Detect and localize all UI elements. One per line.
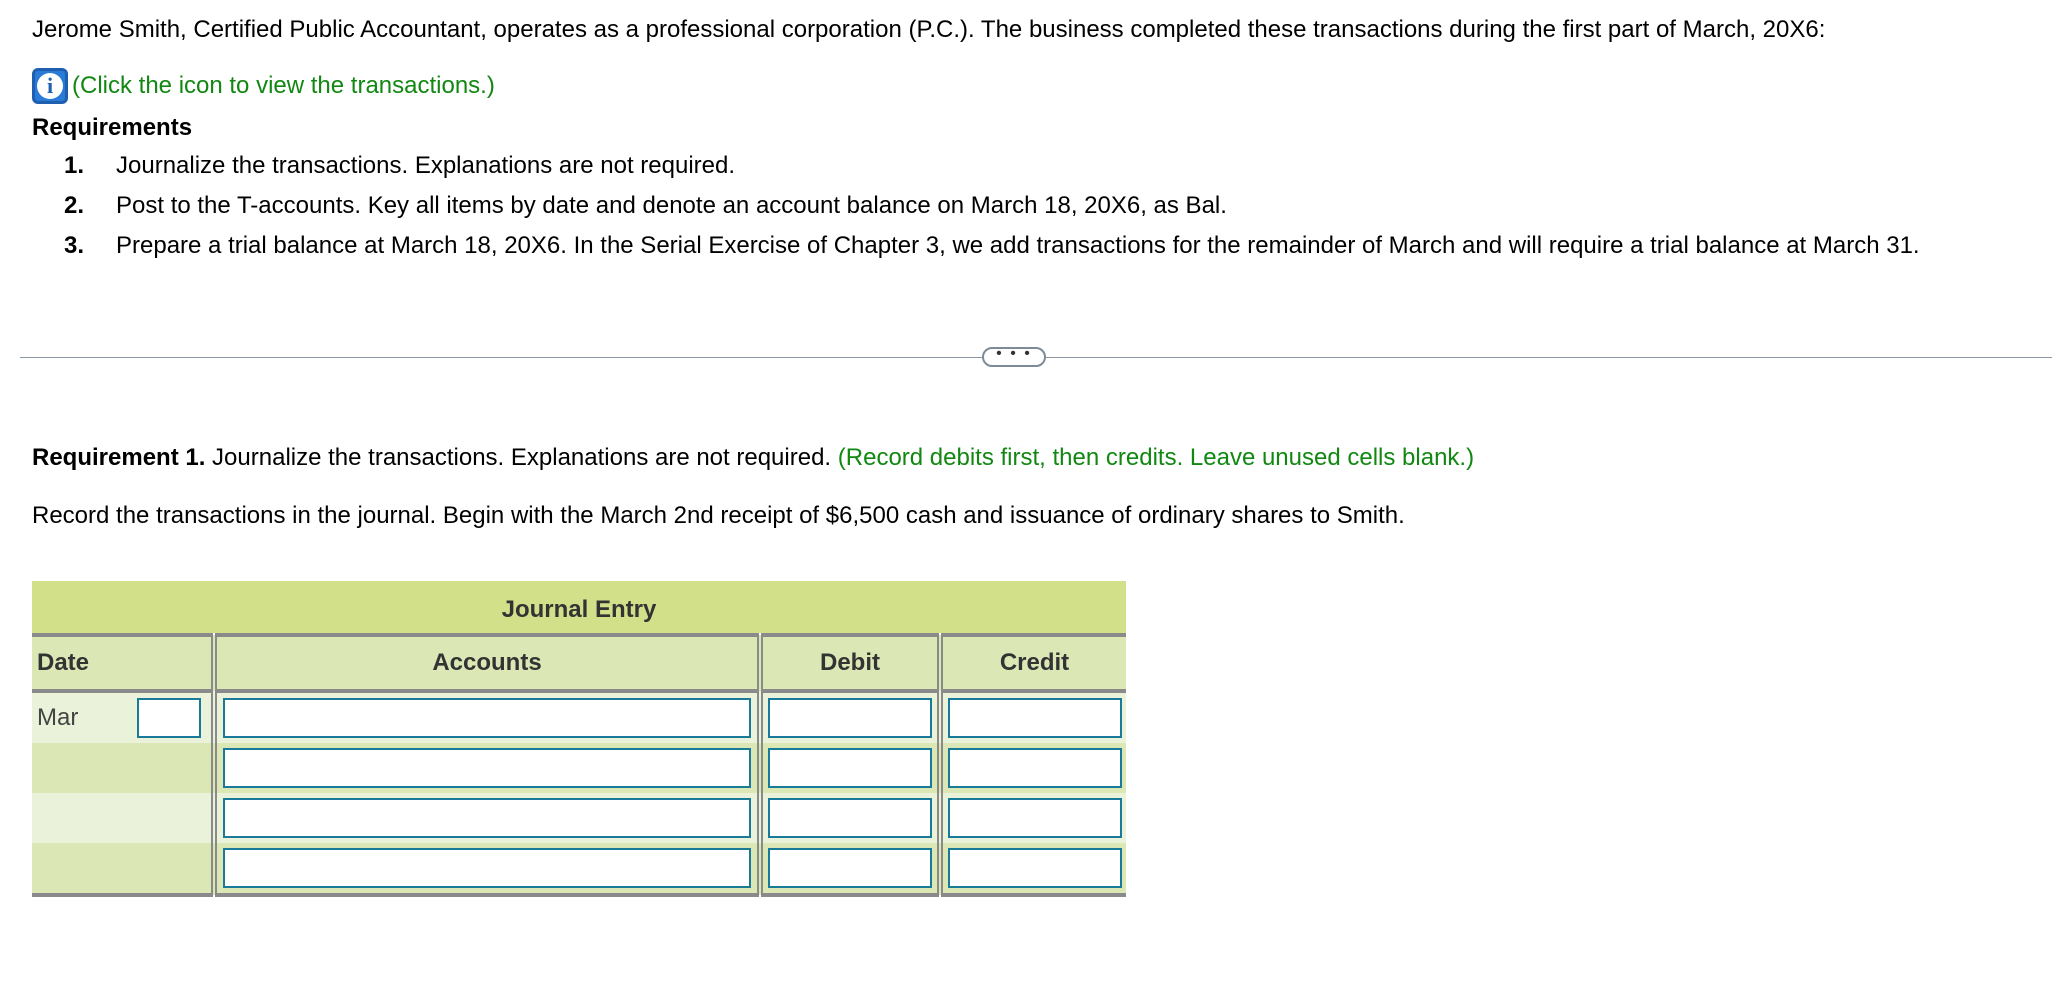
journal-row [32,691,1126,743]
debit-cell [760,743,940,793]
journal-row [32,793,1126,843]
debit-input[interactable] [768,848,932,888]
credit-cell [940,843,1126,895]
requirements-heading: Requirements [32,114,193,141]
requirement-number: 2. [64,192,85,219]
requirements-list [32,150,2032,270]
journal-row [32,743,1126,793]
debit-cell [760,843,940,895]
info-row [32,66,495,106]
date-cell [32,691,214,743]
requirement-number: 3. [64,232,85,259]
date-cell [32,843,214,895]
record-instructions: Record the transactions in the journal. Begin with the March 2nd receipt of $6,500 cash and issuance of ordinary shares to Smith. [32,502,1405,529]
requirement-text: Prepare a trial balance at March 18, 20X6. In the Serial Exercise of Chapter 3, we add transactions for the remainder of March and will require a trial balance at March 31. [116,232,1920,259]
debit-input[interactable] [768,698,932,738]
header-credit: Credit [940,635,1126,691]
header-date: Date [32,635,214,691]
account-input[interactable] [223,748,751,788]
header-debit: Debit [760,635,940,691]
credit-cell [940,691,1126,743]
date-cell [32,743,214,793]
requirement-text: Journalize the transactions. Explanations are not required. [116,152,736,179]
requirement-item [32,190,2032,222]
requirement1-instructions [32,442,1474,474]
requirement-number: 1. [64,152,85,179]
account-cell [214,843,760,895]
debit-cell [760,691,940,743]
account-cell [214,691,760,743]
credit-input[interactable] [948,698,1122,738]
debit-cell [760,793,940,843]
requirement1-text: Journalize the transactions. Explanations are not required. [205,444,838,471]
account-input[interactable] [223,848,751,888]
account-input[interactable] [223,698,751,738]
debit-input[interactable] [768,748,932,788]
requirement1-hint: (Record debits first, then credits. Leave unused cells blank.) [837,444,1475,471]
requirement-item [32,230,2032,262]
account-cell [214,743,760,793]
header-accounts: Accounts [214,635,760,691]
account-cell [214,793,760,843]
date-cell [32,793,214,843]
requirement1-label: Requirement 1. [32,444,206,471]
journal-row [32,843,1126,895]
requirement-item [32,150,2032,182]
day-input[interactable] [137,698,201,738]
account-input[interactable] [223,798,751,838]
problem-intro: Jerome Smith, Certified Public Accountant, operates as a professional corporation (P.C.). The business completed these transactions during the first part of March, 20X6: [32,16,1826,43]
credit-cell [940,743,1126,793]
view-transactions-link[interactable]: (Click the icon to view the transactions.) [72,72,495,99]
requirement-text: Post to the T-accounts. Key all items by date and denote an account balance on March 18, 20X6, as Bal. [116,192,1227,219]
credit-input[interactable] [948,748,1122,788]
month-label: Mar [37,704,79,731]
credit-input[interactable] [948,848,1122,888]
expand-more-button[interactable]: • • • [982,347,1046,367]
credit-cell [940,793,1126,843]
debit-input[interactable] [768,798,932,838]
credit-input[interactable] [948,798,1122,838]
journal-entry-table [32,581,1126,897]
journal-title: Journal Entry [32,581,1126,633]
info-icon[interactable]: i [32,68,68,104]
